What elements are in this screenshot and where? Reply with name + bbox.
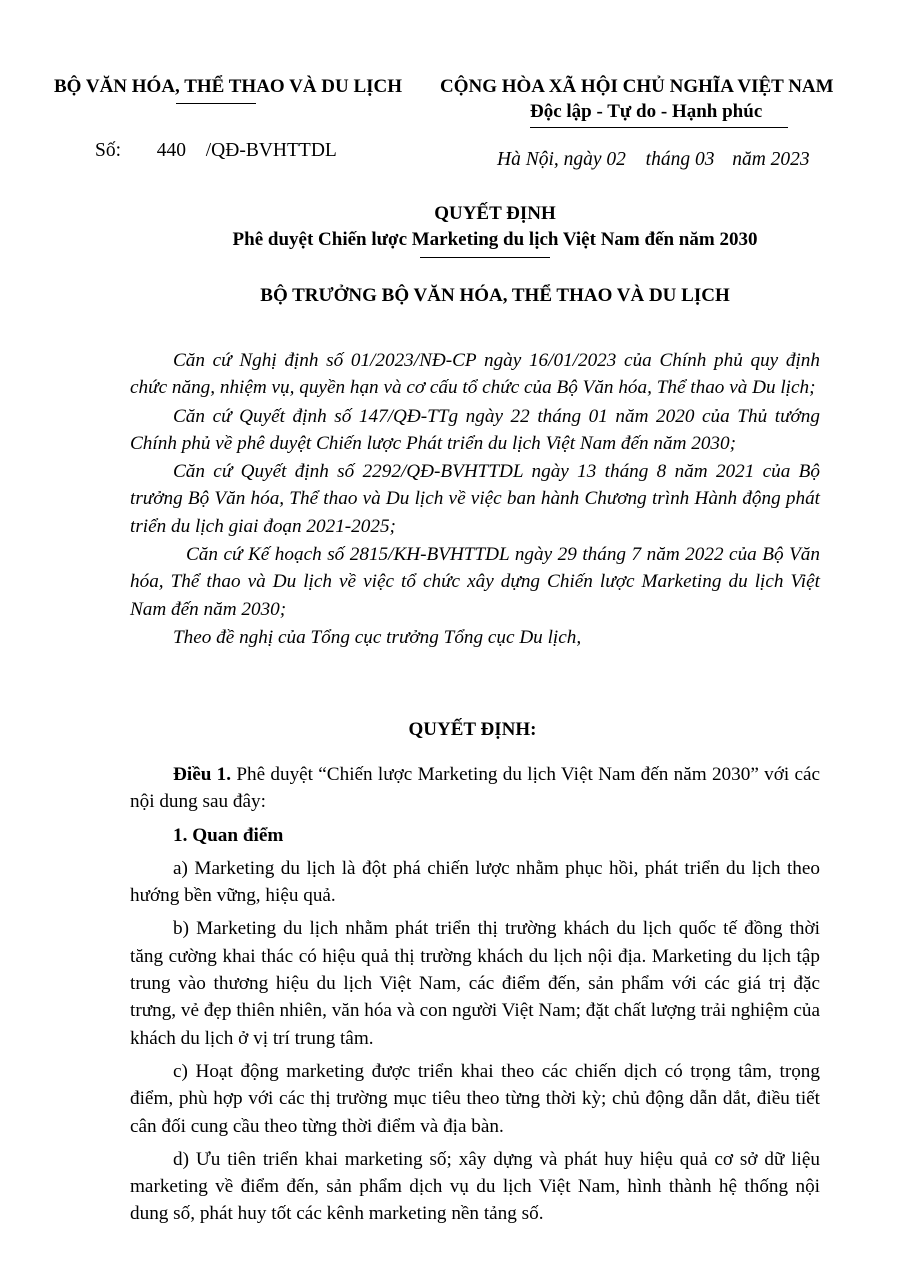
article-1-label: Điều 1.: [173, 764, 232, 785]
section-1-item-a: a) Marketing du lịch là đột phá chiến lược nhằm phục hồi, phát triển du lịch theo hướng bền vững, hiệu quả.: [130, 857, 820, 907]
document-number: [95, 140, 337, 162]
subject-underline: [420, 257, 550, 258]
legal-bases: [130, 347, 820, 651]
basis-4: Căn cứ Kế hoạch số 2815/KH-BVHTTDL ngày 29 tháng 7 năm 2022 của Bộ Văn hóa, Thể thao và Du lịch về việc tổ chức xây dựng Chiến lược Marketing du lịch Việt Nam đến năm 2030;: [130, 544, 820, 620]
article-1: [130, 761, 820, 1228]
decision-subject: Phê duyệt Chiến lược Marketing du lịch Việt Nam đến năm 2030: [232, 229, 758, 250]
basis-1: Căn cứ Nghị định số 01/2023/NĐ-CP ngày 16/01/2023 của Chính phủ quy định chức năng, nhiệm vụ, quyền hạn và cơ cấu tổ chức của Bộ Văn hóa, Thể thao và Du lịch;: [130, 350, 820, 399]
motto-underline: [530, 127, 788, 128]
country-name: CỘNG HÒA XÃ HỘI CHỦ NGHĨA VIỆT NAM: [440, 76, 834, 97]
section-1-heading: 1. Quan điểm: [173, 824, 284, 846]
section-1-item-c: c) Hoạt động marketing được triển khai theo các chiến dịch có trọng tâm, trọng điểm, phù hợp với các thị trường mục tiêu theo từng thời kỳ; chủ động dẫn dắt, điều tiết cân đối cung cầu theo từng thời điểm và địa bàn.: [130, 1060, 820, 1137]
basis-2: Căn cứ Quyết định số 147/QĐ-TTg ngày 22 tháng 01 năm 2020 của Thủ tướng Chính phủ về phê duyệt Chiến lược Phát triển du lịch Việt Nam đến năm 2030;: [130, 405, 820, 454]
date-place-day: Hà Nội, ngày 02: [497, 149, 626, 170]
section-1-item-b: b) Marketing du lịch nhằm phát triển thị trường khách du lịch quốc tế đồng thời tăng cường khai thác có hiệu quả thị trường khách du lịch nội địa. Marketing du lịch tập trung vào thương hiệu du lịch Việt Nam, các điểm đến, sản phẩm với các giá trị đặc trưng, vẻ đẹp thiên nhiên, văn hóa và con người Việt Nam; đặt chất lượng trải nghiệm của khách du lịch ở vị trí trung tâm.: [130, 918, 820, 1049]
basis-5: Theo đề nghị của Tổng cục trưởng Tổng cục Du lịch,: [173, 626, 582, 648]
number-label: Số:: [95, 140, 122, 161]
document-date: [497, 149, 810, 171]
ministry-underline: [176, 103, 256, 104]
decision-heading: QUYẾT ĐỊNH:: [408, 719, 537, 740]
article-1-text: [130, 761, 820, 816]
number-suffix: /QĐ-BVHTTDL: [205, 140, 337, 161]
article-1-body: Phê duyệt “Chiến lược Marketing du lịch Việt Nam đến năm 2030” với các nội dung sau đây:: [130, 764, 821, 813]
basis-3: Căn cứ Quyết định số 2292/QĐ-BVHTTDL ngày 13 tháng 8 năm 2021 của Bộ trưởng Bộ Văn hóa, Thể thao và Du lịch về việc ban hành Chương trình Hành động phát triển du lịch giai đoạn 2021-2025;: [130, 461, 820, 537]
number-value: 440: [156, 140, 187, 161]
issuing-authority: BỘ TRƯỞNG BỘ VĂN HÓA, THỂ THAO VÀ DU LỊCH: [260, 285, 730, 306]
ministry-name: BỘ VĂN HÓA, THỂ THAO VÀ DU LỊCH: [54, 76, 403, 97]
section-1-item-d: d) Ưu tiên triển khai marketing số; xây dựng và phát huy hiệu quả cơ sở dữ liệu marketing về điểm đến, sản phẩm dịch vụ du lịch Việt Nam, hình thành hệ thống nội dung số, phát huy tốt các kênh marketing nền tảng số.: [130, 1148, 820, 1225]
decision-type: QUYẾT ĐỊNH: [434, 203, 556, 224]
national-motto: Độc lập - Tự do - Hạnh phúc: [530, 101, 763, 122]
date-year: năm 2023: [732, 149, 810, 170]
date-month: tháng 03: [645, 149, 715, 170]
